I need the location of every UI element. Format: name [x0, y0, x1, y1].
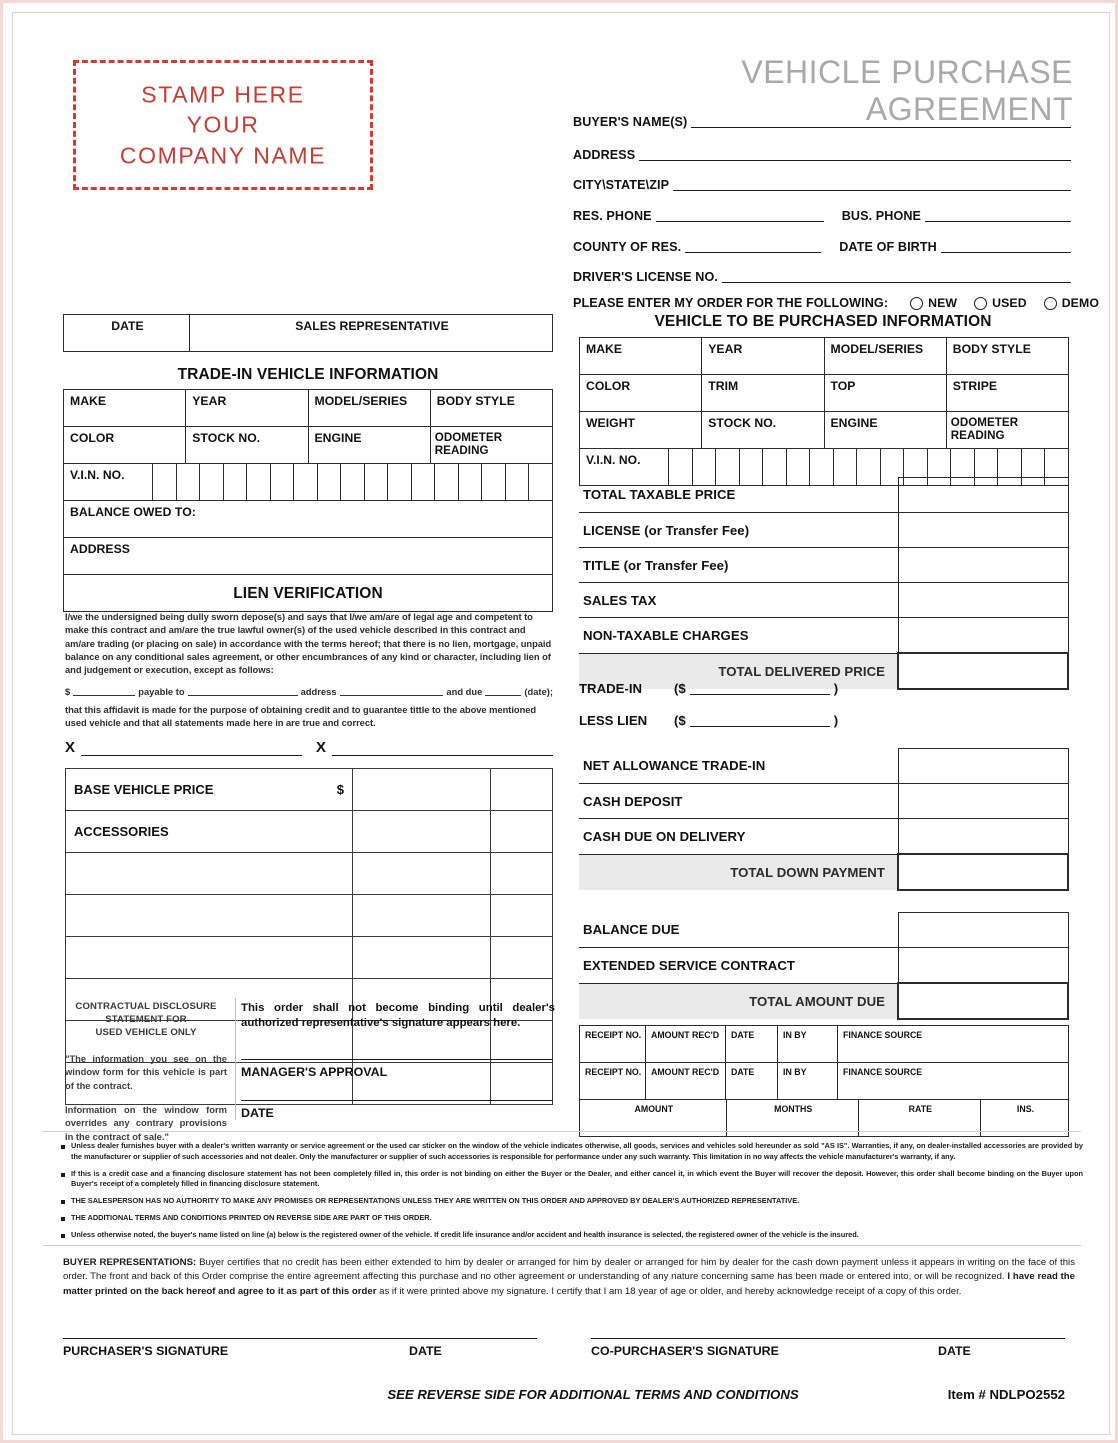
ti-cell-model-series[interactable]: MODEL/SERIES — [308, 390, 430, 427]
label-total-amount-due: TOTAL AMOUNT DUE — [579, 983, 898, 1019]
lien-date-label: (date); — [524, 686, 553, 697]
label-cash-due-on-delivery: CASH DUE ON DELIVERY — [579, 819, 898, 855]
receipt-no-2[interactable]: RECEIPT NO. — [580, 1063, 646, 1100]
ledger-row-license — [579, 513, 1068, 548]
value-net-allowance-trade-in[interactable] — [898, 749, 1068, 784]
lien-due-label: and due — [446, 686, 483, 697]
bullet-square-icon — [61, 1200, 65, 1204]
manager-approval-label: MANAGER'S APPROVAL — [241, 1065, 388, 1079]
ti-cell-year[interactable]: YEAR — [186, 390, 308, 427]
phones-row — [573, 208, 1073, 223]
lien-address-label: address — [300, 686, 337, 697]
accessories-blank-cell[interactable] — [353, 853, 491, 895]
vin-row-tradein — [64, 464, 553, 501]
vin-cell[interactable] — [411, 464, 435, 501]
label-cash-deposit: CASH DEPOSIT — [579, 784, 898, 819]
finance-amount[interactable]: AMOUNT — [580, 1100, 727, 1137]
vin-cell[interactable] — [482, 464, 506, 501]
vin-cell[interactable] — [388, 464, 412, 501]
x-mark-icon: X — [316, 739, 327, 756]
trade-in-amount-row — [579, 681, 979, 696]
vin-cell[interactable] — [529, 464, 553, 501]
vin-cell[interactable] — [458, 464, 482, 501]
purchaser-signature-label: PURCHASER'S SIGNATURE — [63, 1344, 229, 1358]
purchase-vehicle-table — [579, 337, 1069, 486]
value-non-taxable-charges[interactable] — [898, 618, 1068, 654]
manager-approval-line[interactable] — [241, 1059, 553, 1060]
order-option-used[interactable] — [974, 296, 1027, 310]
bullet-square-icon — [61, 1234, 65, 1238]
dl-label: DRIVER'S LICENSE NO. — [573, 270, 718, 284]
label-balance-due: BALANCE DUE — [579, 913, 898, 948]
label-total-delivered-price: TOTAL DELIVERED PRICE — [579, 653, 898, 689]
vin-cell[interactable] — [176, 464, 200, 501]
stamp-line-2: YOUR — [186, 111, 260, 138]
accessories-blank-cell[interactable] — [66, 937, 353, 979]
vin-cell[interactable] — [270, 464, 294, 501]
address-label: ADDRESS — [573, 148, 636, 162]
buyer-name-label: BUYER'S NAME(S) — [573, 115, 688, 129]
approval-date-line[interactable] — [241, 1100, 553, 1101]
trade-in-label: TRADE-IN — [579, 681, 643, 696]
disclosure-title-line-2: STATEMENT FOR — [105, 1013, 187, 1025]
label-extended-service-contract: EXTENDED SERVICE CONTRACT — [579, 948, 898, 984]
label-non-taxable-charges: NON-TAXABLE CHARGES — [579, 618, 898, 654]
finance-rate[interactable]: RATE — [858, 1100, 980, 1137]
buyer-name-input[interactable] — [691, 114, 1071, 128]
co-purchaser-signature-line[interactable] — [591, 1338, 1065, 1339]
ti-cell-body-style[interactable]: BODY STYLE — [430, 390, 552, 427]
cell-engine[interactable]: ENGINE — [824, 412, 946, 449]
radio-circle-icon — [974, 297, 987, 310]
lien-payable-input[interactable] — [188, 685, 298, 696]
less-lien-close: ) — [833, 713, 839, 728]
value-extended-service-contract[interactable] — [898, 948, 1068, 984]
ledger-row-cash-due-delivery — [579, 819, 1068, 855]
table-row — [580, 338, 1069, 375]
in-by-1[interactable]: IN BY — [778, 1026, 838, 1063]
cell-stripe[interactable]: STRIPE — [946, 375, 1068, 412]
bus-phone-label: BUS. PHONE — [841, 209, 922, 223]
trade-in-heading: TRADE-IN VEHICLE INFORMATION — [177, 366, 439, 383]
terms-divider-bottom — [43, 1245, 1081, 1246]
ti-cell-engine[interactable]: ENGINE — [308, 427, 430, 464]
receipt-date-1[interactable]: DATE — [726, 1026, 778, 1063]
vin-cell[interactable] — [200, 464, 224, 501]
term-bullet-5 — [61, 1230, 1083, 1241]
value-accessories-cents[interactable] — [491, 811, 553, 853]
item-number: Item # NDLPO2552 — [947, 1387, 1065, 1402]
receipt-date-2[interactable]: DATE — [726, 1063, 778, 1100]
company-stamp-box[interactable] — [73, 60, 373, 190]
disclosure-para-1: "The information you see on the window form for this vehicle is part of the contract. — [65, 1052, 227, 1092]
less-lien-input[interactable] — [690, 713, 830, 727]
accessories-blank-cell[interactable] — [491, 853, 553, 895]
buyer-address-row — [573, 147, 1073, 162]
accessories-blank-cell[interactable] — [491, 895, 553, 937]
ti-cell-stock-no[interactable]: STOCK NO. — [186, 427, 308, 464]
term-bullet-3 — [61, 1196, 1083, 1207]
accessories-blank-cell[interactable] — [66, 895, 353, 937]
accessories-blank-row — [66, 895, 553, 937]
city-state-zip-row — [573, 177, 1073, 192]
ledger-row-cash-deposit — [579, 784, 1068, 819]
disclosure-title-line-1: CONTRACTUAL DISCLOSURE — [75, 1001, 217, 1012]
table-row — [64, 427, 553, 464]
table-row — [64, 538, 553, 575]
cell-make[interactable]: MAKE — [580, 338, 702, 375]
page-title: VEHICLE PURCHASE AGREEMENT — [741, 54, 1073, 127]
lien-signature-1-line[interactable] — [81, 740, 302, 756]
accessories-blank-cell[interactable] — [66, 853, 353, 895]
vin-cell[interactable] — [435, 464, 459, 501]
vin-cell[interactable] — [247, 464, 271, 501]
order-option-demo[interactable] — [1044, 296, 1099, 310]
table-row — [580, 412, 1069, 449]
cell-sales-representative[interactable]: SALES REPRESENTATIVE — [190, 315, 553, 352]
receipt-no-1[interactable]: RECEIPT NO. — [580, 1026, 646, 1063]
disclosure-title-line-3: USED VEHICLE ONLY — [95, 1026, 197, 1038]
buyer-representations — [63, 1256, 1075, 1299]
form-sheet — [12, 12, 1110, 1435]
buyer-representations-part-1: Buyer certifies that no credit has been either extended to him by dealer or arranged for him by dealer or arranged for him by dealer for the cash down payment unless it appears in writing on the face of this order. The front and back of this Order comprise the entire agreement affecting this purchase and no other agreement or understanding of any nature concerning same has been made or entered into, or will be recognized. — [63, 1257, 1075, 1283]
label-license: LICENSE (or Transfer Fee) — [579, 513, 898, 548]
less-lien-row — [579, 713, 979, 728]
receipts-table — [579, 1025, 1069, 1137]
cell-year[interactable]: YEAR — [702, 338, 824, 375]
vin-cell[interactable] — [223, 464, 247, 501]
county-input[interactable] — [685, 239, 821, 253]
disclosure-para-2: Information on the window form overrides any contrary provisions in the contract of sale." — [65, 1103, 227, 1142]
order-option-demo-label: DEMO — [1061, 296, 1099, 310]
value-base-vehicle-price[interactable] — [353, 769, 491, 811]
stamp-text — [76, 79, 370, 170]
table-row — [64, 501, 553, 538]
term-bullet-4 — [61, 1213, 1083, 1224]
terms-list — [61, 1141, 1083, 1247]
accessories-blank-row — [66, 937, 553, 979]
value-total-down-payment[interactable] — [898, 854, 1068, 890]
stamp-line-1: STAMP HERE — [141, 81, 305, 108]
in-by-2[interactable]: IN BY — [778, 1063, 838, 1100]
cell-stock-no[interactable]: STOCK NO. — [702, 412, 824, 449]
dob-input[interactable] — [941, 239, 1071, 253]
ledger-row-title — [579, 548, 1068, 583]
vin-cell[interactable] — [317, 464, 341, 501]
base-vehicle-price-dollar: $ — [336, 782, 344, 797]
vin-cell[interactable] — [153, 464, 177, 501]
cell-trim[interactable]: TRIM — [702, 375, 824, 412]
cell-balance-owed-to[interactable]: BALANCE OWED TO: — [64, 501, 553, 538]
ledger-row-non-taxable — [579, 618, 1068, 654]
ledger-row-extended-service — [579, 948, 1068, 984]
accessories-row-base-price — [66, 769, 553, 811]
less-lien-dollar: ($ — [674, 713, 686, 728]
buyer-representations-heading: BUYER REPRESENTATIONS: — [63, 1257, 197, 1268]
lien-dollar-label: $ — [65, 686, 71, 697]
purchaser-signature-line[interactable] — [63, 1338, 537, 1339]
label-base-vehicle-price — [66, 769, 353, 811]
buyer-representations-part-2: as if it were printed above my signature. I certify that I am 18 year of age or older, and hereby acknowledge receipt of a copy of this order. — [376, 1285, 962, 1297]
value-base-vehicle-price-cents[interactable] — [491, 769, 553, 811]
order-option-new-label: NEW — [928, 296, 958, 310]
ledger-row-sales-tax — [579, 583, 1068, 618]
cell-body-style[interactable]: BODY STYLE — [946, 338, 1068, 375]
ti-cell-color[interactable]: COLOR — [64, 427, 186, 464]
vin-cell[interactable] — [341, 464, 365, 501]
order-option-used-label: USED — [992, 296, 1027, 310]
less-lien-label: LESS LIEN — [579, 713, 648, 728]
amount-recd-1[interactable]: AMOUNT REC'D — [646, 1026, 726, 1063]
lien-payable-label: payable to — [138, 686, 185, 697]
lien-address-input[interactable] — [340, 685, 444, 696]
label-total-taxable-price: TOTAL TAXABLE PRICE — [579, 478, 898, 513]
bullet-square-icon — [61, 1145, 65, 1149]
finance-ins[interactable]: INS. — [980, 1100, 1068, 1137]
lien-amount-input[interactable] — [73, 685, 135, 696]
trade-in-input[interactable] — [690, 681, 830, 695]
order-type-row — [573, 296, 1099, 310]
ledger-row-net-allowance — [579, 749, 1068, 784]
cell-weight[interactable]: WEIGHT — [580, 412, 702, 449]
term-text-2: If this is a credit case and a financing disclosure statement has not been completely filled in, this order is not binding on either the Buyer or the Dealer, and either cancel it, in which event the Buyer will recover the deposit. However, this order shall become binding on the Buyer upon Buyer's receipt of a completely filled in financing disclosure statement. — [71, 1168, 1083, 1189]
value-accessories[interactable] — [353, 811, 491, 853]
cell-ti-address[interactable]: ADDRESS — [64, 538, 553, 575]
ledger-row-balance-due — [579, 913, 1068, 948]
lien-signature-2-line[interactable] — [332, 740, 553, 756]
lien-due-input[interactable] — [485, 685, 521, 696]
accessories-blank-row — [66, 853, 553, 895]
accessories-row-header — [66, 811, 553, 853]
cell-date[interactable]: DATE — [64, 315, 190, 352]
value-total-amount-due[interactable] — [898, 983, 1068, 1019]
address-input[interactable] — [639, 147, 1071, 161]
table-row — [580, 375, 1069, 412]
city-state-zip-label: CITY\STATE\ZIP — [573, 178, 670, 192]
city-state-zip-input[interactable] — [673, 177, 1071, 191]
ti-cell-make[interactable]: MAKE — [64, 390, 186, 427]
dob-label: DATE OF BIRTH — [839, 240, 937, 254]
trade-in-close: ) — [833, 681, 839, 696]
vin-label: V.I.N. NO. — [580, 449, 669, 486]
ti-cell-odometer-reading[interactable]: ODOMETER READING — [430, 427, 552, 464]
amount-recd-2[interactable]: AMOUNT REC'D — [646, 1063, 726, 1100]
value-cash-deposit[interactable] — [898, 784, 1068, 819]
term-text-5: Unless otherwise noted, the buyer's name listed on line (a) below is the registered owner of the vehicle. If credit life insurance and/or accident and health insurance is selected, the registered owner of the vehicle is the insured. — [71, 1229, 859, 1239]
value-sales-tax[interactable] — [898, 583, 1068, 618]
terms-divider-top — [43, 1131, 1081, 1132]
vin-cell[interactable] — [505, 464, 529, 501]
trade-in-dollar: ($ — [674, 681, 686, 696]
value-title-fee[interactable] — [898, 548, 1068, 583]
lien-affidavit-text: that this affidavit is made for the purpose of obtaining credit and to guarantee tittle to the above mentioned used vehicle and that all statements made here in are true and correct. — [65, 704, 537, 729]
lien-fill-row — [65, 685, 553, 697]
disclosure-divider — [235, 998, 236, 1120]
order-prompt-label: PLEASE ENTER MY ORDER FOR THE FOLLOWING: — [573, 296, 889, 310]
cell-odometer-reading[interactable]: ODOMETER READING — [946, 412, 1068, 449]
stamp-line-3: COMPANY NAME — [119, 142, 327, 169]
label-accessories: ACCESSORIES — [66, 811, 353, 853]
vin-cell[interactable] — [294, 464, 318, 501]
ledger-row-total-down-payment — [579, 854, 1068, 890]
finance-source-1[interactable]: FINANCE SOURCE — [838, 1026, 1069, 1063]
term-bullet-2 — [61, 1169, 1083, 1191]
approval-date-label: DATE — [241, 1106, 274, 1120]
res-phone-input[interactable] — [656, 208, 824, 222]
label-sales-tax: SALES TAX — [579, 583, 898, 618]
term-text-3: THE SALESPERSON HAS NO AUTHORITY TO MAKE ANY PROMISES OR REPRESENTATIONS UNLESS THEY ARE WRITTEN ON THIS ORDER AND APPROVED BY DEALER'S AUTHORIZED REPRESENTATIVE. — [71, 1196, 800, 1206]
accessories-blank-cell[interactable] — [491, 937, 553, 979]
label-title-fee: TITLE (or Transfer Fee) — [579, 548, 898, 583]
county-label: COUNTY OF RES. — [573, 240, 682, 254]
label-net-allowance-trade-in: NET ALLOWANCE TRADE-IN — [579, 749, 898, 784]
lien-signature-1 — [65, 739, 302, 756]
vin-cell[interactable] — [364, 464, 388, 501]
ledger-row-total-taxable-price — [579, 478, 1068, 513]
buyer-name-row — [573, 114, 1073, 129]
cell-color[interactable]: COLOR — [580, 375, 702, 412]
term-bullet-1 — [61, 1141, 1083, 1163]
table-row — [64, 390, 553, 427]
value-cash-due-on-delivery[interactable] — [898, 819, 1068, 855]
x-mark-icon: X — [65, 739, 76, 756]
term-text-1: Unless dealer furnishes buyer with a dealer's written warranty or service agreement or the used car sticker on the window of the vehicle indicates otherwise, all goods, services and vehicles sold hereunder as sold "AS IS". Warranties, if any, on dealer-installed accessories are provided by the manufacturer or supplier of such accessories and not dealer. Only the manufacturer or supplier of such accessories is responsible for performance under any such warranty. This limitation in no way affects the vehicle manufacturer's warranty, if any. — [71, 1141, 1083, 1161]
lien-signature-row — [65, 739, 553, 756]
value-total-taxable-price[interactable] — [898, 478, 1068, 513]
trade-in-table — [63, 389, 553, 612]
ti-vin-label: V.I.N. NO. — [64, 464, 153, 501]
reverse-side-note: SEE REVERSE SIDE FOR ADDITIONAL TERMS AND CONDITIONS — [387, 1387, 799, 1402]
purchase-vehicle-heading: VEHICLE TO BE PURCHASED INFORMATION — [654, 313, 992, 330]
accessories-blank-cell[interactable] — [353, 895, 491, 937]
value-license[interactable] — [898, 513, 1068, 548]
county-dob-row — [573, 239, 1073, 254]
lien-heading: LIEN VERIFICATION — [233, 585, 383, 602]
res-phone-label: RES. PHONE — [573, 209, 652, 223]
radio-circle-icon — [910, 297, 923, 310]
lien-signature-2 — [316, 739, 553, 756]
lien-body-text: I/we the undersigned being dully sworn depose(s) and says that I/we am/are of legal age and competent to make this contract and am/are the true lawful owner(s) of the used vehicle described in this contract and am/are trading (or placing on sale) in accordance with the terms hereof; that there is no lien, mortgage, unpaid balance on any conditional sales agreement, or other encumbrances of any kind or character, including lien of and judgement or execution, except as follows: — [65, 611, 552, 676]
value-balance-due[interactable] — [898, 913, 1068, 948]
disclosure-title — [65, 1001, 227, 1040]
contractual-disclosure — [65, 1001, 227, 1144]
drivers-license-row — [573, 269, 1073, 284]
base-vehicle-price-text: BASE VEHICLE PRICE — [74, 782, 214, 797]
term-text-4: THE ADDITIONAL TERMS AND CONDITIONS PRINTED ON REVERSE SIDE ARE PART OF THIS ORDER. — [71, 1213, 432, 1223]
finance-source-2[interactable]: FINANCE SOURCE — [838, 1063, 1069, 1100]
accessories-blank-cell[interactable] — [353, 937, 491, 979]
bullet-square-icon — [61, 1217, 65, 1221]
dl-input[interactable] — [722, 269, 1071, 283]
finance-months[interactable]: MONTHS — [726, 1100, 858, 1137]
order-option-new[interactable] — [910, 296, 957, 310]
cell-model-series[interactable]: MODEL/SERIES — [824, 338, 946, 375]
down-payment-ledger — [579, 748, 1069, 891]
radio-circle-icon — [1044, 297, 1057, 310]
co-purchaser-date-label: DATE — [938, 1344, 971, 1358]
label-total-down-payment: TOTAL DOWN PAYMENT — [579, 854, 898, 890]
balance-ledger — [579, 912, 1069, 1020]
co-purchaser-signature-label: CO-PURCHASER'S SIGNATURE — [591, 1344, 779, 1358]
cell-top[interactable]: TOP — [824, 375, 946, 412]
ledger-row-total-amount-due — [579, 983, 1068, 1019]
receipt-row-1 — [580, 1026, 1069, 1063]
receipt-row-2 — [580, 1063, 1069, 1100]
table-row — [64, 315, 553, 352]
date-salesrep-table — [63, 314, 553, 352]
order-binding-text: This order shall not become binding until dealer's authorized representative's signature appears here. — [241, 1002, 555, 1030]
buyer-representations-bold: I have read the matter printed on the back hereof and agree to it as part of this order — [63, 1271, 1075, 1297]
bullet-square-icon — [61, 1173, 65, 1177]
bus-phone-input[interactable] — [925, 208, 1071, 222]
purchaser-date-label: DATE — [409, 1344, 442, 1358]
price-ledger — [579, 477, 1069, 690]
